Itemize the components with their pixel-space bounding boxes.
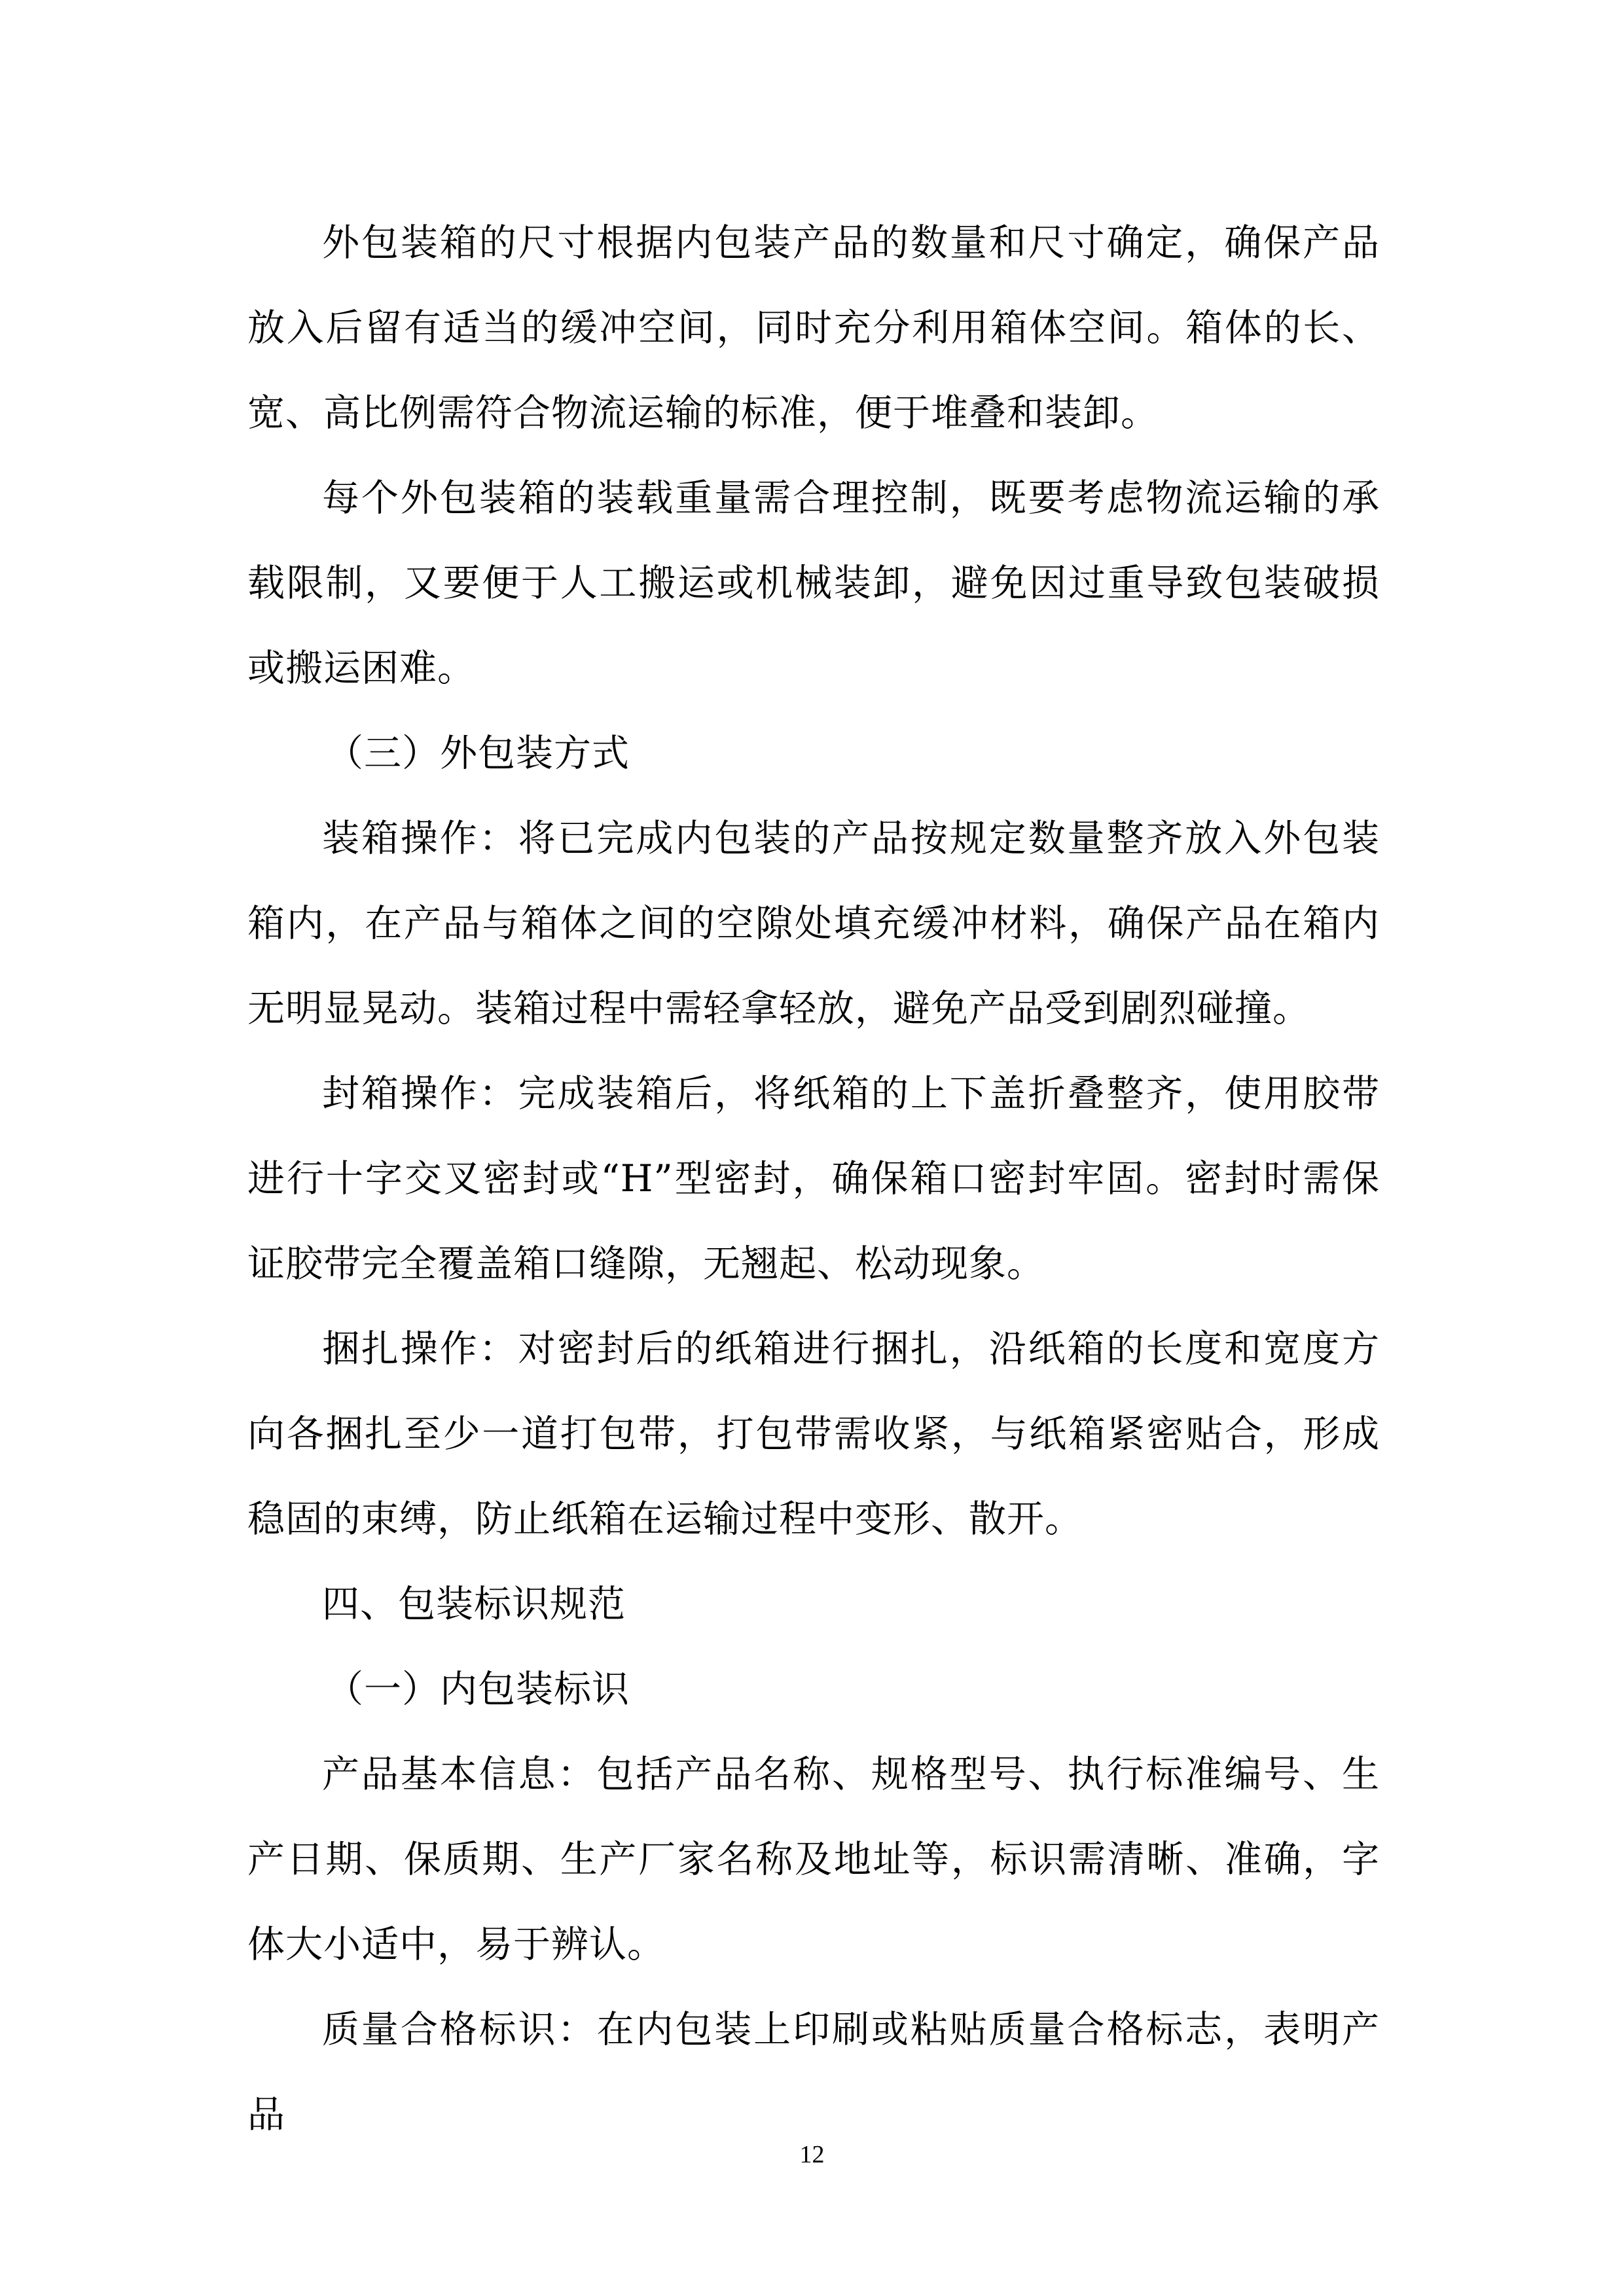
paragraph-strapping-operation: 捆扎操作：对密封后的纸箱进行捆扎，沿纸箱的长度和宽度方向各捆扎至少一道打包带，打包带需收紧，与纸箱紧密贴合，形成稳固的束缚，防止纸箱在运输过程中变形、散开。	[247, 1327, 1380, 1541]
section-heading-inner-packaging-marking: （一）内包装标识	[326, 1668, 630, 1711]
paragraph-sealing-operation: 封箱操作：完成装箱后，将纸箱的上下盖折叠整齐，使用胶带进行十字交叉密封或“H”型密封，确保箱口密封牢固。密封时需保证胶带完全覆盖箱口缝隙，无翘起、松动现象。	[247, 1072, 1380, 1285]
paragraph-boxing-operation: 装箱操作：将已完成内包装的产品按规定数量整齐放入外包装箱内，在产品与箱体之间的空隙处填充缓冲材料，确保产品在箱内无明显晃动。装箱过程中需轻拿轻放，避免产品受到剧烈碰撞。	[247, 817, 1380, 1030]
section-heading-packaging-marking: 四、包装标识规范	[322, 1583, 626, 1626]
paragraph-box-weight: 每个外包装箱的装载重量需合理控制，既要考虑物流运输的承载限制，又要便于人工搬运或机械装卸，避免因过重导致包装破损或搬运困难。	[247, 476, 1380, 690]
section-heading-outer-packaging-method: （三）外包装方式	[326, 732, 630, 775]
paragraph-quality-mark: 质量合格标识：在内包装上印刷或粘贴质量合格标志，表明产品	[247, 2008, 1380, 2136]
paragraph-product-basic-info: 产品基本信息：包括产品名称、规格型号、执行标准编号、生产日期、保质期、生产厂家名称及地址等，标识需清晰、准确，字体大小适中，易于辨认。	[247, 1753, 1380, 1966]
page-number: 12	[799, 2141, 825, 2168]
document-body	[247, 200, 1380, 2157]
paragraph-box-dimensions: 外包装箱的尺寸根据内包装产品的数量和尺寸确定，确保产品放入后留有适当的缓冲空间，同时充分利用箱体空间。箱体的长、宽、高比例需符合物流运输的标准，便于堆叠和装卸。	[247, 221, 1380, 435]
